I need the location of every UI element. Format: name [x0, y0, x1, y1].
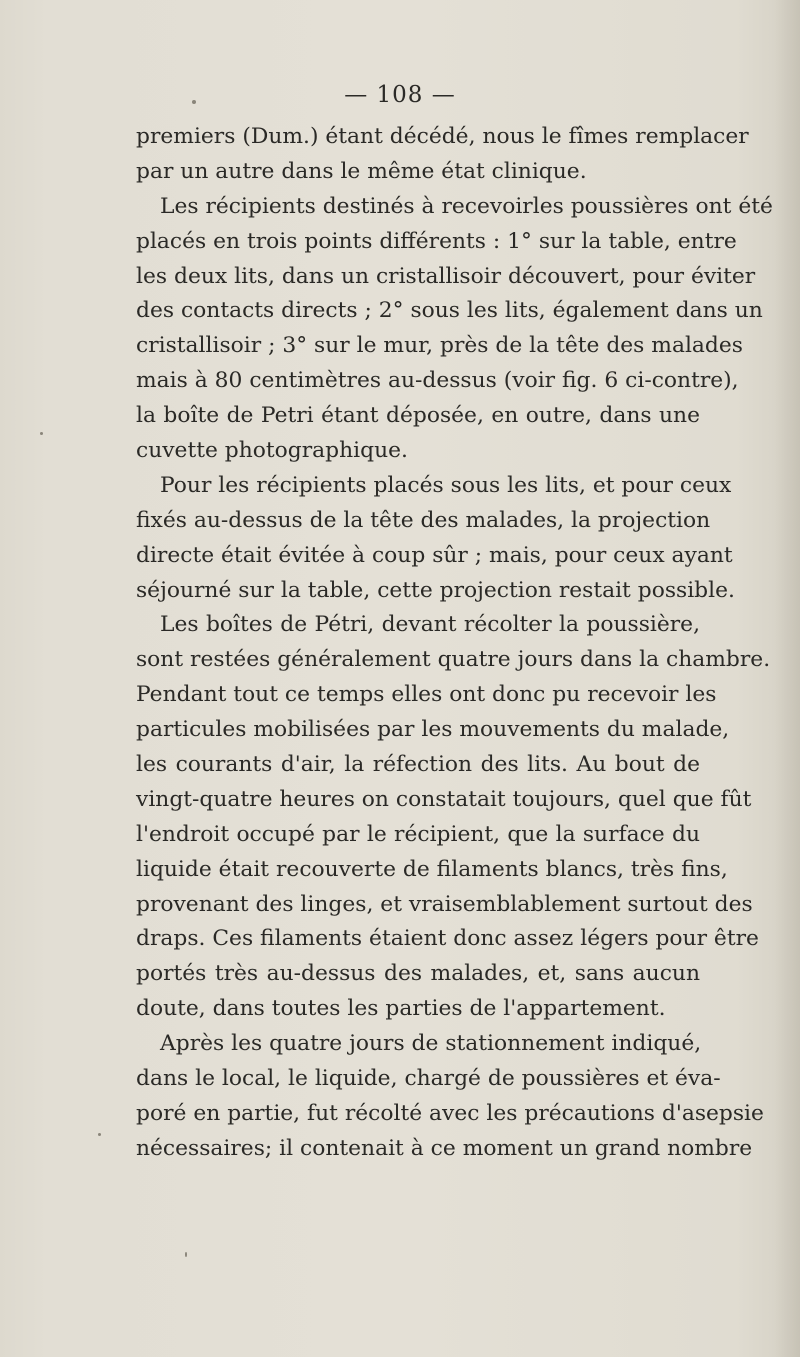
text-line: nécessaires; il contenait à ce moment un grand nombre	[136, 1135, 753, 1161]
text-line: Après les quatre jours de stationnement indiqué,	[160, 1031, 702, 1057]
paper-speck	[192, 100, 196, 104]
page-edge-shadow	[774, 0, 800, 1357]
text-line: les deux lits, dans un cristallisoir découvert, pour éviter	[136, 263, 756, 289]
text-line: portés très au-dessus des malades, et, sans aucun	[136, 961, 700, 987]
text-line: cuvette photographique.	[136, 438, 408, 464]
body-text	[136, 120, 773, 1167]
text-line: placés en trois points différents : 1° sur la table, entre	[136, 228, 737, 254]
text-line: poré en partie, fut récolté avec les précautions d'asepsie	[136, 1100, 764, 1126]
text-line: Les récipients destinés à recevoirles poussières ont été	[160, 193, 773, 219]
text-line: liquide était recouverte de filaments blancs, très fins,	[136, 856, 728, 882]
text-line: par un autre dans le même état clinique.	[136, 158, 587, 184]
text-line: mais à 80 centimètres au-dessus (voir fig. 6 ci-contre),	[136, 368, 739, 394]
text-line: draps. Ces filaments étaient donc assez légers pour être	[136, 926, 759, 952]
text-line: Les boîtes de Pétri, devant récolter la poussière,	[160, 612, 700, 638]
text-line: des contacts directs ; 2° sous les lits, également dans un	[136, 298, 763, 324]
text-line: premiers (Dum.) étant décédé, nous le fîmes remplacer	[136, 124, 749, 149]
paper-speck	[185, 1252, 187, 1257]
page-number: — 108 —	[344, 82, 456, 108]
text-line: séjourné sur la table, cette projection restait possible.	[136, 577, 735, 603]
text-line: directe était évitée à coup sûr ; mais, pour ceux ayant	[136, 542, 733, 568]
text-line: cristallisoir ; 3° sur le mur, près de la tête des malades	[136, 333, 743, 359]
text-line: vingt-quatre heures on constatait toujours, quel que fût	[136, 786, 752, 812]
paper-speck	[40, 432, 43, 435]
text-line: Pendant tout ce temps elles ont donc pu recevoir les	[136, 682, 717, 708]
text-line: dans le local, le liquide, chargé de poussières et éva-	[136, 1066, 721, 1092]
text-line: doute, dans toutes les parties de l'appartement.	[136, 996, 666, 1022]
text-line: provenant des linges, et vraisemblablement surtout des	[136, 891, 753, 917]
text-line: sont restées généralement quatre jours dans la chambre.	[136, 647, 771, 673]
text-line: fixés au-dessus de la tête des malades, la projection	[136, 507, 711, 533]
text-line: particules mobilisées par les mouvements du malade,	[136, 717, 730, 743]
text-line: la boîte de Petri étant déposée, en outre, dans une	[136, 403, 700, 429]
text-line: l'endroit occupé par le récipient, que la surface du	[136, 821, 700, 847]
text-line: Pour les récipients placés sous les lits, et pour ceux	[160, 472, 732, 498]
paper-speck	[98, 1133, 101, 1136]
text-line: les courants d'air, la réfection des lits. Au bout de	[136, 752, 700, 778]
